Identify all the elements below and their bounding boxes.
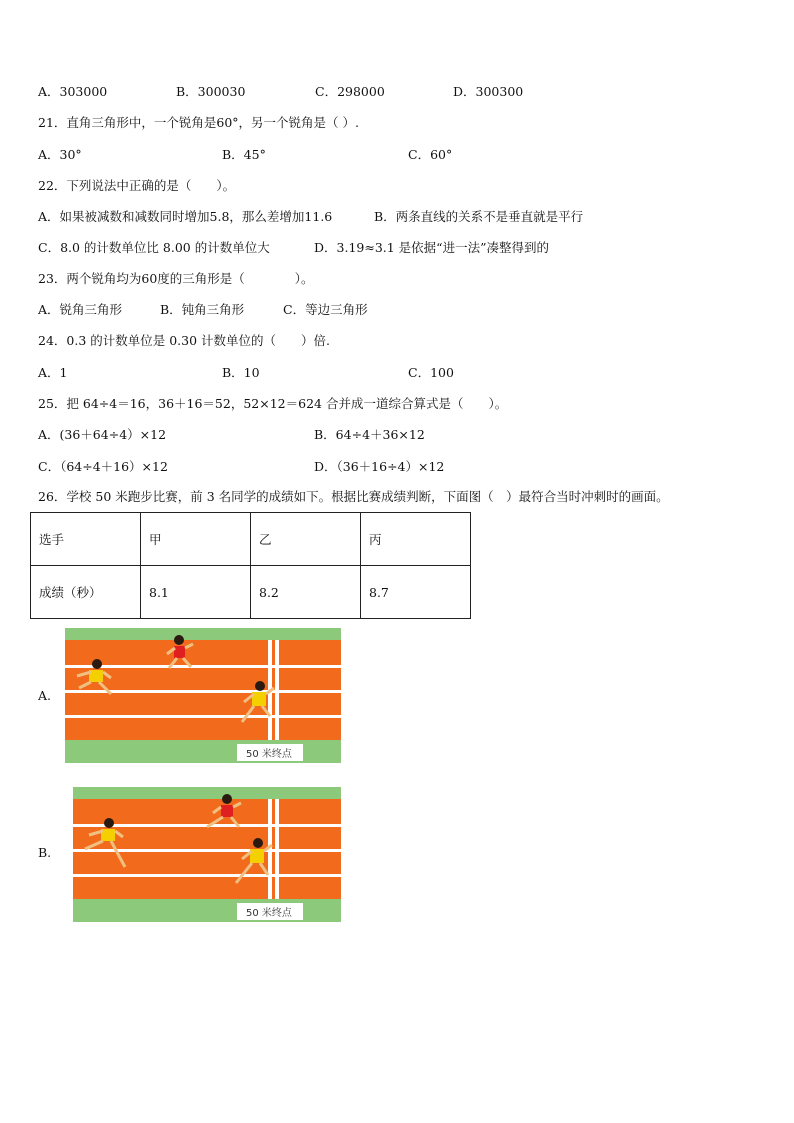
race-picture-b[interactable] — [73, 787, 341, 922]
score-table-cell: 乙 — [251, 513, 361, 566]
score-table-row — [31, 566, 471, 619]
q20-option-c[interactable]: C．298000 — [315, 84, 385, 99]
score-table-cell: 甲 — [141, 513, 251, 566]
q22-option-a[interactable]: A．如果被减数和减数同时增加5.8，那么差增加11.6 — [38, 209, 333, 224]
q24-option-a[interactable]: A．1 — [38, 365, 68, 380]
q25-option-a[interactable]: A．(36＋64÷4）×12 — [38, 427, 167, 442]
q23-option-a[interactable]: A．锐角三角形 — [38, 302, 123, 317]
q22-option-c[interactable]: C．8.0 的计数单位比 8.00 的计数单位大 — [38, 240, 270, 255]
score-table-cell: 8.7 — [361, 566, 471, 619]
score-table-cell: 选手 — [31, 513, 141, 566]
q23-option-b[interactable]: B．钝角三角形 — [160, 302, 245, 317]
q22-stem: 22．下列说法中正确的是（ ）。 — [38, 178, 236, 193]
score-table-header-row — [31, 513, 471, 566]
q21-option-a[interactable]: A．30° — [38, 147, 82, 162]
score-table — [30, 512, 471, 619]
q24-option-b[interactable]: B．10 — [222, 365, 260, 380]
score-table-cell: 成绩（秒） — [31, 566, 141, 619]
race-picture-a[interactable] — [65, 628, 341, 763]
q23-option-c[interactable]: C．等边三角形 — [283, 302, 368, 317]
q26-stem: 26．学校 50 米跑步比赛，前 3 名同学的成绩如下。根据比赛成绩判断，下面图（ ）最符合当时冲刺时的画面。 — [38, 489, 669, 504]
q25-stem: 25．把 64÷4＝16，36＋16＝52，52×12＝624 合并成一道综合算式是（ ）。 — [38, 396, 508, 411]
q20-option-d[interactable]: D．300300 — [453, 84, 524, 99]
q25-option-d[interactable]: D．（36＋16÷4）×12 — [314, 459, 445, 474]
q20-option-b[interactable]: B．300030 — [176, 84, 246, 99]
finish-caption-a: 50 米终点 — [246, 749, 292, 760]
q24-stem: 24．0.3 的计数单位是 0.30 计数单位的（ ）倍. — [38, 333, 331, 348]
q21-stem: 21．直角三角形中，一个锐角是60°，另一个锐角是（ ）. — [38, 115, 360, 130]
q25-option-c[interactable]: C．（64÷4＋16）×12 — [38, 459, 168, 474]
q22-option-d[interactable]: D．3.19≈3.1 是依据“进一法”凑整得到的 — [314, 240, 549, 255]
picture-a-label[interactable]: A. — [38, 688, 52, 703]
score-table-cell: 8.2 — [251, 566, 361, 619]
score-table-cell: 8.1 — [141, 566, 251, 619]
q21-option-c[interactable]: C．60° — [408, 147, 453, 162]
q24-option-c[interactable]: C．100 — [408, 365, 454, 380]
q23-stem: 23．两个锐角均为60度的三角形是（ ）。 — [38, 271, 314, 286]
q21-option-b[interactable]: B．45° — [222, 147, 266, 162]
finish-caption-b: 50 米终点 — [246, 908, 292, 919]
q25-option-b[interactable]: B．64÷4＋36×12 — [314, 427, 425, 442]
q22-option-b[interactable]: B．两条直线的关系不是垂直就是平行 — [374, 209, 584, 224]
picture-b-label[interactable]: B. — [38, 845, 52, 860]
q20-option-a[interactable]: A．303000 — [38, 84, 108, 99]
score-table-cell: 丙 — [361, 513, 471, 566]
